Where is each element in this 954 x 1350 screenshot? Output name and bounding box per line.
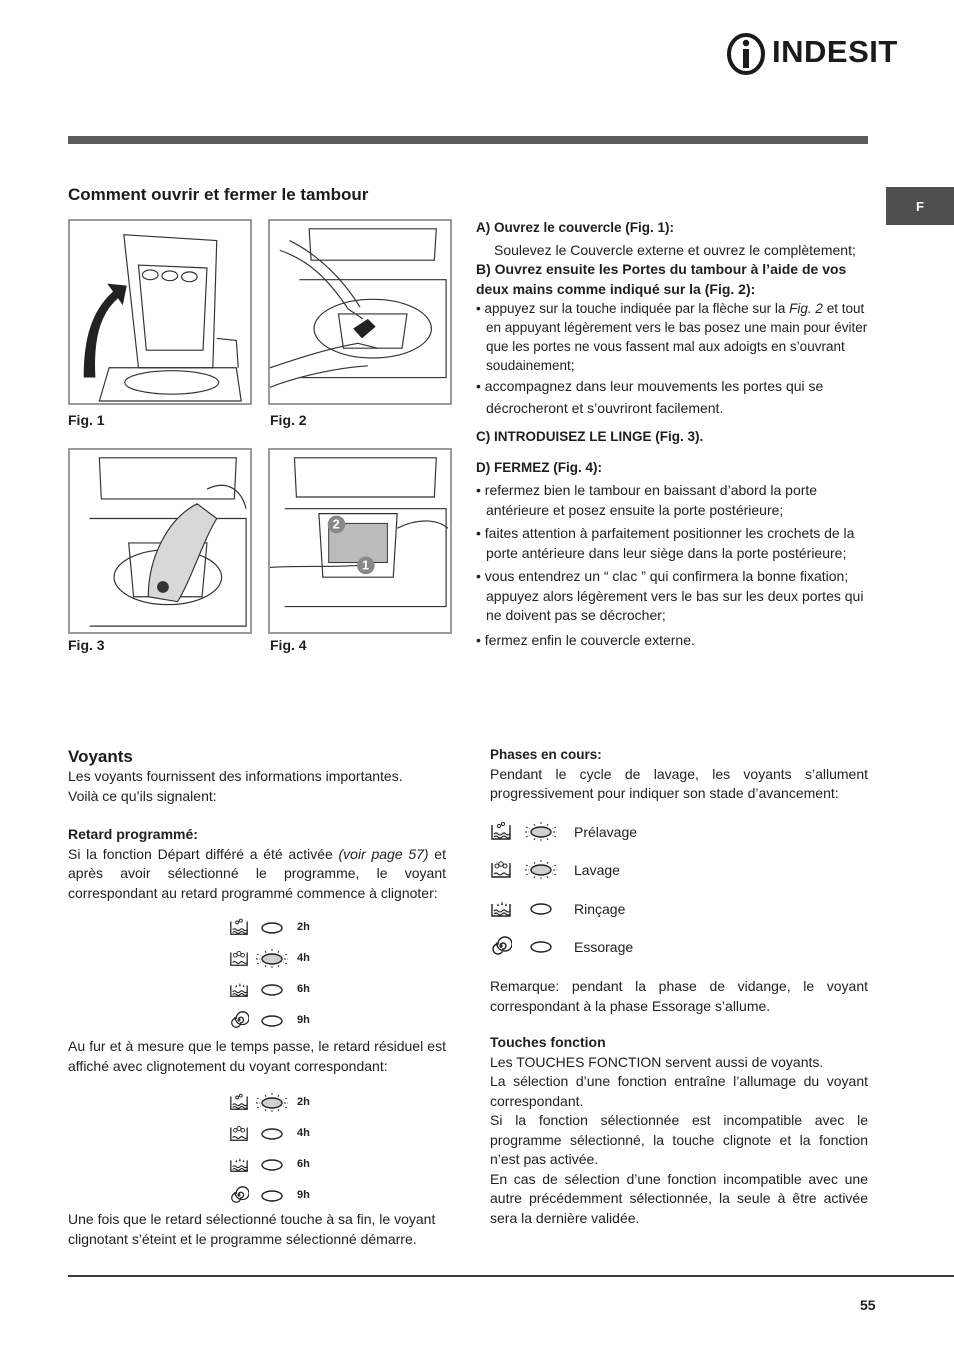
touches-p2: La sélection d’une fonction entraîne l’allumage du voyant correspondant.: [490, 1073, 868, 1109]
fig-ref: Fig. 2: [789, 301, 823, 316]
phases-intro: [490, 745, 868, 804]
step-a-text: Soulevez le Couvercle externe et ouvrez le complètement;: [494, 241, 856, 258]
page-ref: (voir page 57): [338, 845, 429, 862]
led-off-icon: [251, 1123, 293, 1145]
step-b-bullet-2: • accompagnez dans leur mouvements les portes qui se décrocheront et s’ouvriront facilement.: [476, 378, 824, 416]
machine-lid-open-illustration: [70, 221, 250, 403]
step-b-bullet-1-pre: • appuyez sur la touche indiquée par la flèche sur la: [476, 301, 790, 316]
indesit-logo-icon: [726, 32, 768, 76]
led-off-icon: [520, 936, 562, 958]
delay-label: 2h: [297, 1096, 310, 1108]
wash-icon: [229, 948, 249, 968]
wash-icon: [490, 858, 512, 880]
delay-progress-text: Au fur et à mesure que le temps passe, le retard résiduel est affiché avec clignotement du voyant correspondant:: [68, 1038, 446, 1074]
brand-logo: [726, 32, 898, 76]
led-blinking-icon: [520, 859, 562, 881]
hands-opening-drum-illustration: [270, 221, 450, 403]
figure-4-label: Fig. 4: [270, 637, 307, 653]
rinse-icon: [229, 979, 249, 999]
touches-p4: En cas de sélection d’une fonction incompatible avec une autre précédemment sélectionnée, la seule à être activée sera la dernière validée.: [490, 1170, 868, 1226]
phase-label: Rinçage: [574, 901, 626, 917]
svg-text:1: 1: [361, 557, 370, 573]
touches-fonction: [490, 1033, 868, 1228]
step-a-heading: A) Ouvrez le couvercle (Fig. 1):: [476, 220, 675, 235]
delay-label: 6h: [297, 983, 310, 995]
figure-4: [268, 448, 452, 634]
retard-heading: Retard programmé:: [68, 826, 198, 842]
spin-icon: [229, 1010, 249, 1030]
step-d-bullet-3: • vous entendrez un “ clac ” qui confirmera la bonne fixation; appuyez alors légèrement vers le bas sur les deux portes qui ne doivent pas se décrocher;: [476, 568, 864, 623]
loading-laundry-illustration: [70, 450, 250, 632]
closing-drum-illustration: [270, 450, 450, 632]
footer-rule: [68, 1275, 954, 1277]
figure-3-label: Fig. 3: [68, 637, 105, 653]
header-rule: [68, 136, 868, 144]
phases-heading: Phases en cours:: [490, 747, 602, 762]
step-b-bullet-1: [476, 299, 868, 375]
phase-label: Essorage: [574, 939, 634, 955]
delay-label: 9h: [297, 1189, 310, 1201]
rinse-icon: [229, 1154, 249, 1174]
led-blinking-icon: [251, 1092, 293, 1114]
voyants-intro: [68, 767, 446, 903]
wash-icon: [229, 1123, 249, 1143]
phases-intro-text: Pendant le cycle de lavage, les voyants s’allument progressivement pour indiquer son stade d’avancement:: [490, 765, 868, 801]
led-blinking-icon: [251, 948, 293, 970]
retard-text-post: et après avoir sélectionné le programme, le voyant correspondant au retard programmé commence à clignoter:: [68, 845, 446, 901]
led-off-icon: [251, 1185, 293, 1207]
led-off-icon: [520, 898, 562, 920]
touches-heading: Touches fonction: [490, 1034, 606, 1050]
language-tab: F: [886, 187, 954, 225]
step-b-heading: B) Ouvrez ensuite les Portes du tambour à l’aide de vos deux mains comme indiqué sur la (Fig. 2):: [476, 261, 847, 297]
prewash-icon: [229, 1092, 249, 1112]
led-off-icon: [251, 1154, 293, 1176]
retard-text: [68, 845, 446, 904]
figure-2-label: Fig. 2: [270, 412, 307, 428]
phases-remark: Remarque: pendant la phase de vidange, le voyant correspondant à la phase Essorage s’allume.: [490, 978, 868, 1014]
phase-label: Prélavage: [574, 824, 638, 840]
svg-text:2: 2: [332, 516, 340, 532]
voyants-intro-line-1: Les voyants fournissent des informations importantes.: [68, 768, 403, 784]
page-number: 55: [860, 1297, 876, 1313]
figure-1-label: Fig. 1: [68, 412, 105, 428]
figure-1: [68, 219, 252, 405]
led-off-icon: [251, 1010, 293, 1032]
step-c-heading: C) INTRODUISEZ LE LINGE (Fig. 3).: [476, 429, 704, 444]
voyants-intro-line-2: Voilà ce qu’ils signalent:: [68, 787, 217, 804]
section-title-drum: Comment ouvrir et fermer le tambour: [68, 185, 369, 204]
figure-3: [68, 448, 252, 634]
led-off-icon: [251, 917, 293, 939]
delay-label: 9h: [297, 1014, 310, 1026]
step-d-bullet-2: • faites attention à parfaitement positionner les crochets de la porte antérieure dans leur siège dans la porte postérieure;: [476, 525, 855, 561]
spin-icon: [490, 935, 512, 957]
prewash-icon: [229, 917, 249, 937]
step-d-bullet-4: • fermez enfin le couvercle externe.: [476, 631, 695, 648]
section-title-voyants: Voyants: [68, 747, 133, 766]
step-b-bullet-1-post: et tout en appuyant légèrement vers le bas posez une main pour éviter que les portes ne vous fassent mal aux adoigts en s’ouvrant soudainement;: [486, 301, 868, 373]
spin-icon: [229, 1185, 249, 1205]
step-d-bullet-1: • refermez bien le tambour en baissant d’abord la porte antérieure et posez ensuite la porte postérieure;: [476, 482, 818, 518]
rinse-icon: [490, 897, 512, 919]
delay-label: 2h: [297, 921, 310, 933]
led-off-icon: [251, 979, 293, 1001]
step-d-heading: D) FERMEZ (Fig. 4):: [476, 459, 602, 475]
touches-p3: Si la fonction sélectionnée est incompatible avec le programme sélectionné, la touche clignote et la fonction n’est pas activée.: [490, 1112, 868, 1167]
delay-label: 6h: [297, 1158, 310, 1170]
prewash-icon: [490, 820, 512, 842]
delay-label: 4h: [297, 1127, 310, 1139]
phase-label: Lavage: [574, 862, 620, 878]
delay-end-text: Une fois que le retard sélectionné touche à sa fin, le voyant clignotant s’éteint et le programme sélectionné démarre.: [68, 1211, 436, 1247]
drum-instructions: [476, 218, 868, 650]
led-blinking-icon: [520, 821, 562, 843]
figure-2: [268, 219, 452, 405]
retard-text-pre: Si la fonction Départ différé a été activée: [68, 845, 339, 862]
brand-name: INDESIT: [772, 34, 898, 69]
touches-p1: Les TOUCHES FONCTION servent aussi de voyants.: [490, 1053, 824, 1070]
delay-label: 4h: [297, 952, 310, 964]
